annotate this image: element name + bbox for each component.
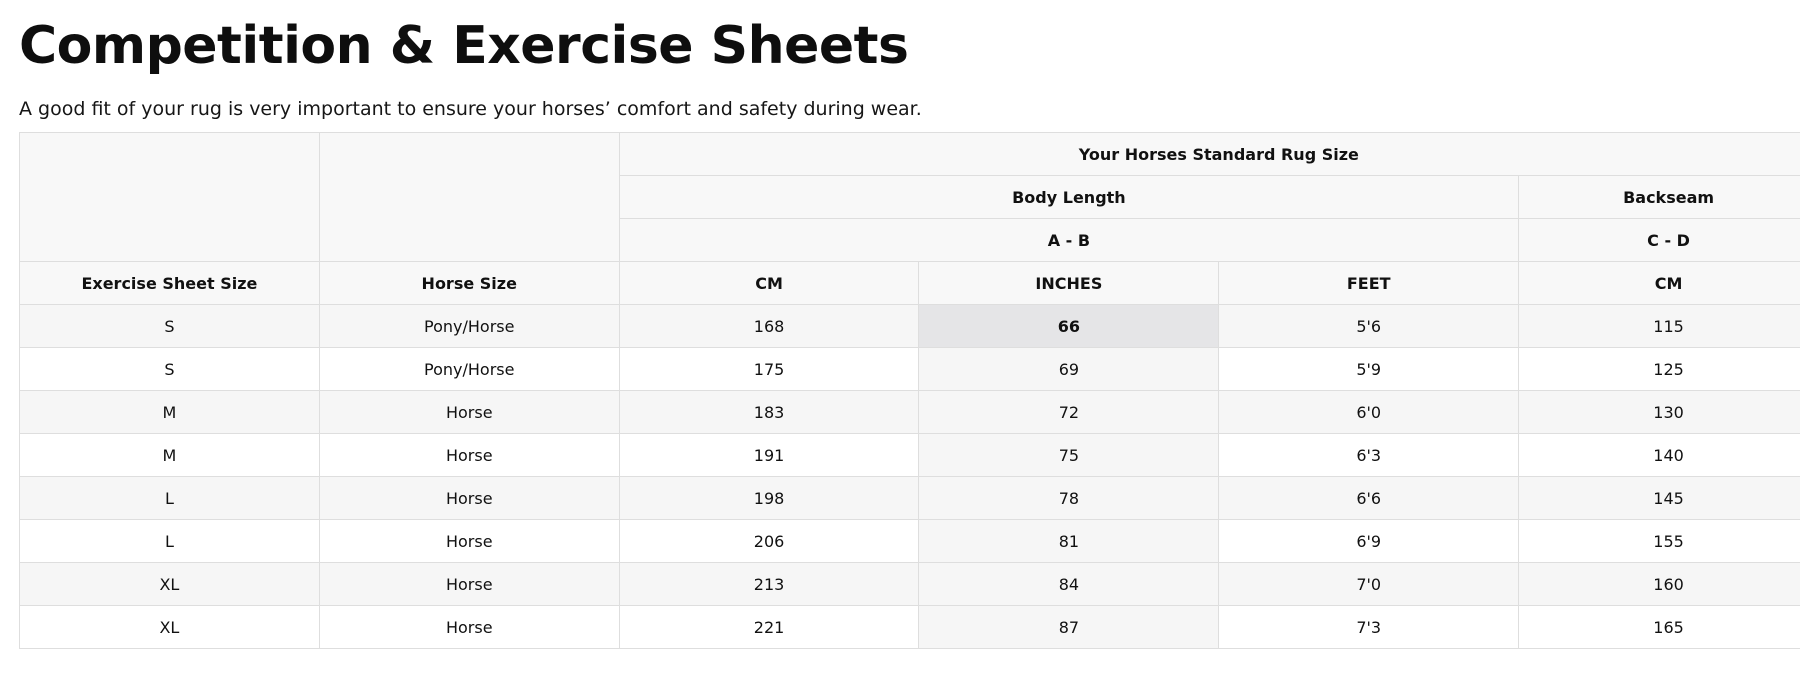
- cell-horse-size: Horse: [319, 520, 619, 563]
- cell-feet: 7'3: [1219, 606, 1519, 649]
- cell-sheet-size: S: [20, 348, 320, 391]
- header-row-group: [20, 133, 1800, 176]
- cell-sheet-size: L: [20, 477, 320, 520]
- table-row: [20, 305, 1800, 348]
- cell-sheet-size: M: [20, 391, 320, 434]
- cell-backseam-cm: 145: [1519, 477, 1800, 520]
- cell-inches: 66: [919, 305, 1219, 348]
- column-header-inches: INCHES: [919, 262, 1219, 305]
- table-row: [20, 348, 1800, 391]
- cell-feet: 6'6: [1219, 477, 1519, 520]
- column-header-feet: FEET: [1219, 262, 1519, 305]
- cell-inches: 69: [919, 348, 1219, 391]
- cell-sheet-size: XL: [20, 606, 320, 649]
- cell-cm: 191: [619, 434, 919, 477]
- cell-inches: 72: [919, 391, 1219, 434]
- cell-sheet-size: XL: [20, 563, 320, 606]
- column-header-horse-size: Horse Size: [319, 262, 619, 305]
- cell-inches: 84: [919, 563, 1219, 606]
- cell-feet: 6'9: [1219, 520, 1519, 563]
- table-row: [20, 391, 1800, 434]
- cell-cm: 213: [619, 563, 919, 606]
- table-row: [20, 477, 1800, 520]
- cell-cm: 175: [619, 348, 919, 391]
- cell-backseam-cm: 140: [1519, 434, 1800, 477]
- header-body-length-points: A - B: [619, 219, 1518, 262]
- column-header-sheet-size: Exercise Sheet Size: [20, 262, 320, 305]
- table-row: [20, 606, 1800, 649]
- table-row: [20, 520, 1800, 563]
- cell-horse-size: Pony/Horse: [319, 348, 619, 391]
- cell-inches: 75: [919, 434, 1219, 477]
- cell-cm: 168: [619, 305, 919, 348]
- page-title: Competition & Exercise Sheets: [19, 16, 909, 76]
- cell-inches: 81: [919, 520, 1219, 563]
- cell-feet: 6'3: [1219, 434, 1519, 477]
- size-chart-table: [19, 132, 1800, 649]
- column-header-cm: CM: [619, 262, 919, 305]
- cell-feet: 6'0: [1219, 391, 1519, 434]
- header-group-title: Your Horses Standard Rug Size: [619, 133, 1800, 176]
- header-backseam: Backseam: [1519, 176, 1800, 219]
- cell-backseam-cm: 155: [1519, 520, 1800, 563]
- cell-horse-size: Horse: [319, 434, 619, 477]
- cell-horse-size: Pony/Horse: [319, 305, 619, 348]
- column-header-backseam-cm: CM: [1519, 262, 1800, 305]
- header-body-length: Body Length: [619, 176, 1518, 219]
- page-subtitle: A good fit of your rug is very important to ensure your horses’ comfort and safety during wear.: [19, 98, 922, 120]
- table-row: [20, 434, 1800, 477]
- cell-cm: 198: [619, 477, 919, 520]
- cell-sheet-size: M: [20, 434, 320, 477]
- cell-horse-size: Horse: [319, 563, 619, 606]
- cell-cm: 221: [619, 606, 919, 649]
- cell-horse-size: Horse: [319, 391, 619, 434]
- cell-feet: 7'0: [1219, 563, 1519, 606]
- table-row: [20, 563, 1800, 606]
- cell-backseam-cm: 125: [1519, 348, 1800, 391]
- cell-horse-size: Horse: [319, 606, 619, 649]
- cell-inches: 87: [919, 606, 1219, 649]
- cell-cm: 183: [619, 391, 919, 434]
- header-empty-cell-2: [319, 133, 619, 262]
- cell-feet: 5'9: [1219, 348, 1519, 391]
- cell-backseam-cm: 160: [1519, 563, 1800, 606]
- header-backseam-points: C - D: [1519, 219, 1800, 262]
- column-header-row: [20, 262, 1800, 305]
- header-empty-cell-1: [20, 133, 320, 262]
- cell-backseam-cm: 130: [1519, 391, 1800, 434]
- cell-inches: 78: [919, 477, 1219, 520]
- cell-sheet-size: S: [20, 305, 320, 348]
- cell-sheet-size: L: [20, 520, 320, 563]
- cell-cm: 206: [619, 520, 919, 563]
- cell-horse-size: Horse: [319, 477, 619, 520]
- cell-feet: 5'6: [1219, 305, 1519, 348]
- cell-backseam-cm: 165: [1519, 606, 1800, 649]
- cell-backseam-cm: 115: [1519, 305, 1800, 348]
